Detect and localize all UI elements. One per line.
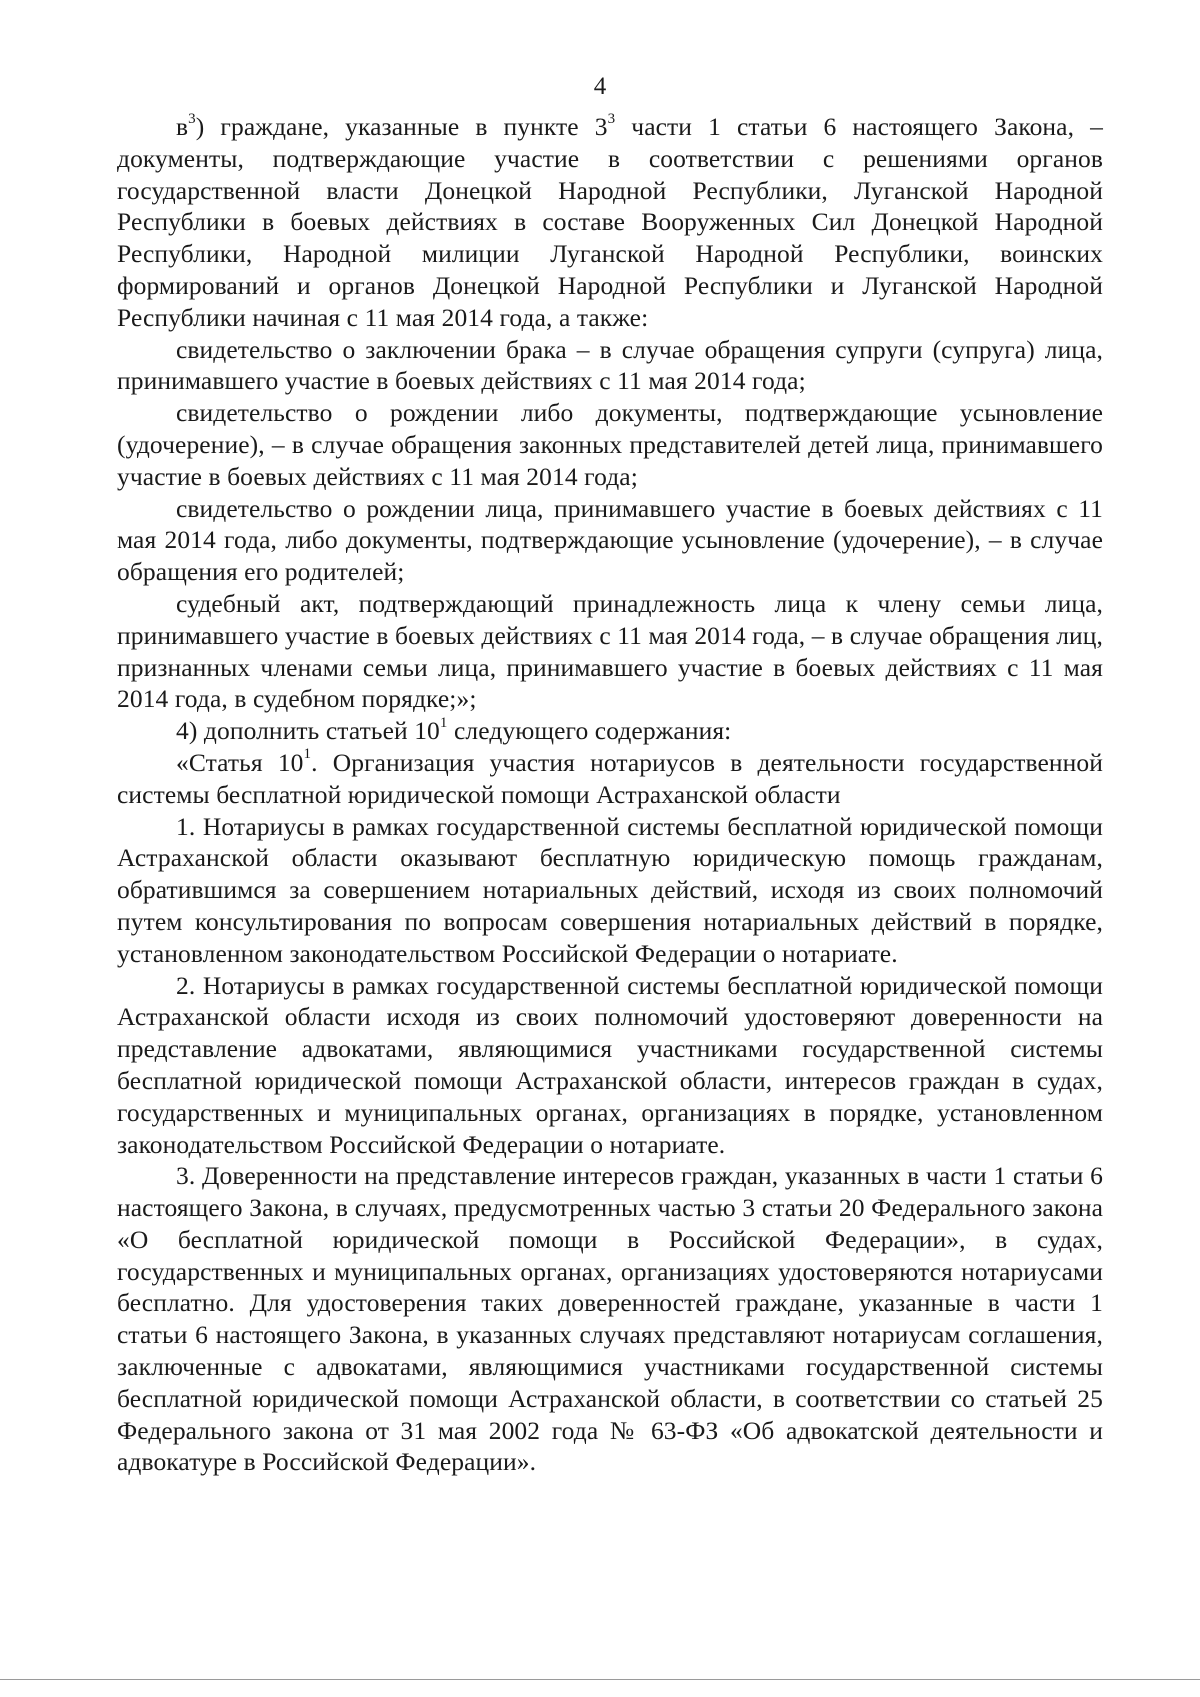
article-part-3: 3. Доверенности на представление интересов граждан, указанных в части 1 статьи 6 настоящего Закона, в случаях, предусмотренных частью 3 статьи 20 Федерального закона «О бесплатной юридической помощи в Российской Федерации», в судах, государственных и муниципальных органах, организациях удостоверяются нотариусами бесплатно. Для удостоверения таких доверенностей граждане, указанные в части 1 статьи 6 настоящего Закона, в указанных случаях представляют нотариусам соглашения, заключенные с адвокатами, являющимися участниками государственной системы бесплатной юридической помощи Астраханской области, в соответствии со статьей 25 Федерального закона от 31 мая 2002 года № 63-ФЗ «Об адвокатской деятельности и адвокатуре в Российской Федерации». [117, 1161, 1103, 1477]
paragraph-text: следующего содержания: [447, 716, 732, 746]
superscript: 1 [439, 714, 448, 731]
paragraph-item-v3 [117, 111, 1103, 334]
paragraph-text: . Организация участия нотариусов в деятельности государственной системы бесплатной юридической помощи Астраханской области [117, 747, 1103, 809]
paragraph-court-act: судебный акт, подтверждающий принадлежность лица к члену семьи лица, принимавшего участие в боевых действиях с 11 мая 2014 года, – в случае обращения лиц, признанных членами семьи лица, принимавшего участие в боевых действиях с 11 мая 2014 года, в судебном порядке;»; [117, 588, 1103, 714]
page-number: 4 [593, 73, 607, 100]
paragraph-text: в [176, 112, 189, 141]
paragraph-text: части 1 статьи 6 настоящего Закона, – документы, подтверждающие участие в соответствии с решениями органов государственной власти Донецкой Народной Республики, Луганской Народной Республики в боевых действиях в составе Вооруженных Сил Донецкой Народной Республики, Народной милиции Луганской Народной Республики, воинских формирований и органов Донецкой Народной Республики и Луганской Народной Республики начиная с 11 мая 2014 года, а также: [117, 112, 1103, 332]
paragraph-item-4 [117, 715, 1103, 747]
paragraph-birth-certificate-parents: свидетельство о рождении лица, принимавшего участие в боевых действиях с 11 мая 2014 года, либо документы, подтверждающие усыновление (удочерение), – в случае обращения его родителей; [117, 493, 1103, 587]
paragraph-text: 4) дополнить статьей 10 [176, 716, 440, 746]
paragraph-birth-certificate-children: свидетельство о рождении либо документы, подтверждающие усыновление (удочерение), – в случае обращения законных представителей детей лица, принимавшего участие в боевых действиях с 11 мая 2014 года; [117, 398, 1103, 491]
article-part-1: 1. Нотариусы в рамках государственной системы бесплатной юридической помощи Астраханской области оказывают бесплатную юридическую помощь гражданам, обратившимся за совершением нотариальных действий, исходя из своих полномочий путем консультирования по вопросам совершения нотариальных действий в порядке, установленном законодательством Российской Федерации о нотариате. [117, 811, 1103, 968]
paragraph-text: «Статья 10 [176, 747, 304, 777]
article-part-2: 2. Нотариусы в рамках государственной системы бесплатной юридической помощи Астраханской области исходя из своих полномочий удостоверяют доверенности на представление адвокатами, являющимися участниками государственной системы бесплатной юридической помощи Астраханской области, интересов граждан в судах, государственных и муниципальных органах, организациях в порядке, установленном законодательством Российской Федерации о нотариате. [117, 970, 1103, 1159]
document-body [117, 111, 1103, 1478]
article-heading [117, 747, 1103, 811]
superscript: 3 [188, 110, 196, 127]
superscript: 1 [303, 746, 312, 763]
paragraph-marriage-certificate: свидетельство о заключении брака – в случае обращения супруги (супруга) лица, принимавшего участие в боевых действиях с 11 мая 2014 года; [117, 334, 1103, 396]
superscript: 3 [607, 110, 616, 127]
scan-bottom-line [0, 1679, 1200, 1680]
paragraph-text: ) граждане, указанные в пункте 3 [195, 112, 608, 141]
